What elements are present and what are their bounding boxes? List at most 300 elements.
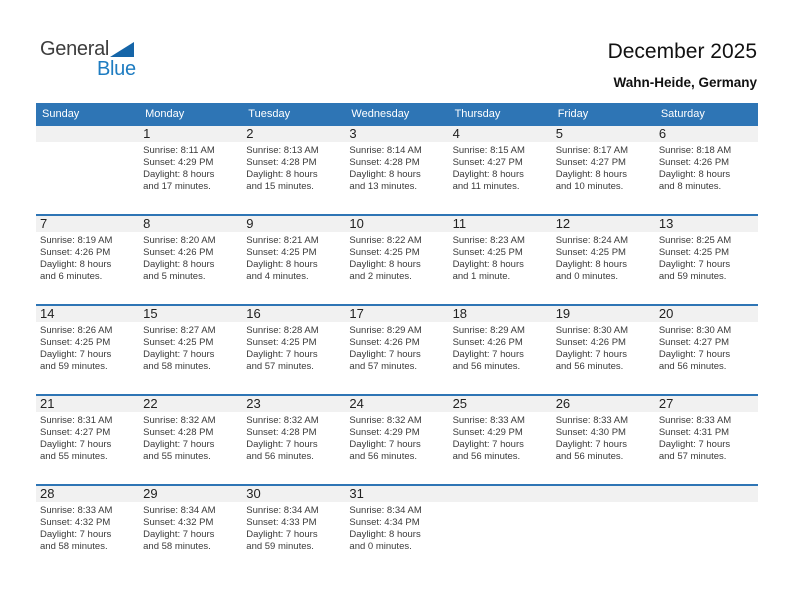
day-cell-line: [40, 337, 133, 349]
day-cell-line: [556, 427, 649, 439]
day-cell-text: Sunset:: [555, 157, 588, 168]
day-cell-text: Sunrise:: [143, 325, 178, 336]
day-cell: [552, 322, 655, 394]
day-cell-text: Sunset:: [143, 157, 176, 168]
day-number: 13: [658, 216, 674, 231]
general-blue-logo: [40, 40, 136, 79]
day-cell-text: Daylight:: [143, 529, 181, 540]
day-number: 16: [246, 306, 261, 321]
day-cell-text: 4:25 PM: [281, 247, 317, 258]
day-cell-text: 8:20 AM: [180, 235, 216, 246]
logo-text-general: General: [40, 38, 110, 60]
day-cell-text: Sunset:: [452, 337, 485, 348]
day-cell-text: and 1 minute.: [452, 271, 511, 282]
day-cell-line: [143, 349, 236, 361]
day-cell-text: Sunrise:: [452, 415, 488, 426]
day-cell: [36, 502, 139, 574]
week-content: [36, 322, 758, 394]
day-cell-text: 8 hours: [492, 169, 524, 180]
day-cell-line: [556, 337, 649, 349]
day-number-empty: [552, 486, 655, 502]
day-number-empty: [449, 486, 552, 502]
day-cell-text: 4:28 PM: [281, 157, 317, 168]
day-cell-line: [143, 259, 236, 271]
day-cell-text: 8:30 AM: [696, 325, 732, 336]
day-cell: [345, 502, 448, 574]
day-cell-line: [40, 439, 133, 451]
day-cell-text: Sunset:: [555, 247, 588, 258]
day-cell-line: [143, 427, 236, 439]
week-content: [36, 232, 758, 304]
day-cell-text: Sunset:: [40, 247, 73, 258]
day-cell-text: Sunrise:: [555, 325, 591, 336]
day-cell-text: Daylight:: [452, 439, 490, 450]
day-number: 2: [246, 126, 254, 141]
day-cell-text: and 17 minutes.: [143, 181, 211, 192]
day-cell-line: [349, 439, 442, 451]
day-cell-line: [349, 247, 442, 259]
day-cell-text: and 6 minutes.: [40, 271, 103, 282]
day-cell-text: Sunset:: [246, 247, 279, 258]
day-cell-text: 4:26 PM: [487, 337, 523, 348]
day-number-empty: [36, 126, 139, 142]
day-number: 18: [452, 306, 468, 321]
day-cell: [139, 502, 242, 574]
day-cell-text: and 57 minutes.: [246, 361, 314, 372]
day-cell-line: [349, 427, 442, 439]
day-cell-text: Sunrise:: [143, 415, 178, 426]
day-cell-line: [143, 439, 236, 451]
day-cell-text: and 11 minutes.: [452, 181, 520, 192]
day-cell-text: 4:25 PM: [384, 247, 420, 258]
day-cell-line: [143, 361, 236, 373]
day-cell-line: [556, 439, 649, 451]
day-cell-line: [659, 145, 752, 157]
day-cell-text: Sunset:: [555, 337, 588, 348]
day-cell-text: 4:27 PM: [693, 337, 730, 348]
day-cell-line: [349, 415, 442, 427]
day-number: 26: [555, 396, 571, 411]
day-cell: [36, 232, 139, 304]
day-cell-line: [453, 451, 546, 463]
day-cell-text: 7 hours: [698, 349, 731, 360]
day-cell-text: 7 hours: [492, 439, 524, 450]
day-number: 15: [143, 306, 158, 321]
day-cell: [449, 412, 552, 484]
day-cell-empty: [36, 142, 139, 214]
day-cell-line: [40, 451, 133, 463]
day-cell-line: [659, 247, 752, 259]
day-cell-text: 8 hours: [595, 259, 627, 270]
day-cell-text: Daylight:: [40, 439, 77, 450]
day-number: 21: [40, 396, 55, 411]
calendar-table: [36, 103, 758, 574]
day-cell-line: [659, 415, 752, 427]
day-cell-line: [143, 247, 236, 259]
day-cell-text: and 56 minutes.: [555, 361, 624, 372]
day-number: 8: [143, 216, 151, 231]
day-cell: [552, 412, 655, 484]
day-cell-text: Sunset:: [143, 337, 176, 348]
day-cell-text: 7 hours: [285, 439, 318, 450]
day-cell-text: and 55 minutes.: [40, 451, 108, 462]
weekday-header-wednesday: Wednesday: [351, 107, 410, 120]
day-cell-line: [246, 337, 339, 349]
day-number: 19: [555, 306, 571, 321]
day-cell-text: Daylight:: [349, 529, 387, 540]
day-cell-text: 8:34 AM: [180, 505, 216, 516]
day-cell-text: 7 hours: [285, 529, 318, 540]
day-cell-text: Sunrise:: [40, 325, 75, 336]
day-cell: [242, 232, 345, 304]
day-cell-text: 4:28 PM: [281, 427, 317, 438]
day-cell-text: and 59 minutes.: [40, 361, 108, 372]
day-cell-empty: [449, 502, 552, 574]
day-cell-text: Sunset:: [452, 247, 485, 258]
day-cell-text: 4:26 PM: [590, 337, 626, 348]
day-cell-text: Daylight:: [452, 259, 490, 270]
day-cell-text: and 56 minutes.: [658, 361, 727, 372]
day-number: 24: [349, 396, 364, 411]
day-cell-text: and 0 minutes.: [349, 541, 412, 552]
day-cell-line: [143, 271, 236, 283]
day-cell-line: [246, 427, 339, 439]
day-cell-line: [453, 145, 546, 157]
day-cell-line: [143, 157, 236, 169]
day-cell-text: and 55 minutes.: [143, 451, 211, 462]
day-cell-text: and 2 minutes.: [349, 271, 412, 282]
day-cell-line: [143, 325, 236, 337]
day-cell-line: [246, 325, 339, 337]
day-cell-text: 4:28 PM: [178, 427, 214, 438]
day-number: 12: [555, 216, 571, 231]
day-cell-text: 8:23 AM: [490, 235, 525, 246]
day-cell-text: 7 hours: [492, 349, 524, 360]
day-cell-line: [143, 169, 236, 181]
day-cell-text: Sunrise:: [452, 145, 488, 156]
day-cell-line: [453, 337, 546, 349]
day-cell-text: Daylight:: [246, 169, 284, 180]
day-number: 3: [349, 126, 357, 141]
week-row: [36, 484, 758, 574]
day-cell-line: [40, 271, 133, 283]
day-cell-text: Sunset:: [246, 427, 279, 438]
day-cell: [655, 412, 758, 484]
day-cell-line: [40, 427, 133, 439]
day-cell-text: Sunrise:: [143, 235, 178, 246]
day-cell: [139, 322, 242, 394]
calendar-body: [36, 124, 758, 574]
day-cell-line: [246, 271, 339, 283]
day-cell-line: [349, 325, 442, 337]
day-cell-text: Sunset:: [349, 247, 382, 258]
day-cell-text: Sunrise:: [555, 415, 591, 426]
day-cell-text: Sunrise:: [349, 415, 385, 426]
day-cell-line: [349, 337, 442, 349]
day-cell-text: 8:14 AM: [386, 145, 422, 156]
day-cell-line: [349, 145, 442, 157]
day-cell-line: [143, 235, 236, 247]
day-cell-text: and 58 minutes.: [143, 541, 211, 552]
day-cell-line: [556, 235, 649, 247]
day-cell-text: 8:17 AM: [593, 145, 629, 156]
day-cell-text: and 57 minutes.: [349, 361, 418, 372]
day-cell-text: Sunrise:: [658, 325, 694, 336]
day-cell: [139, 412, 242, 484]
day-cell-text: and 58 minutes.: [40, 541, 108, 552]
page-subtitle: Wahn-Heide, Germany: [613, 75, 757, 90]
day-cell-line: [453, 235, 546, 247]
day-cell-text: 4:26 PM: [74, 247, 111, 258]
week-content: [36, 412, 758, 484]
day-cell-text: 4:30 PM: [590, 427, 626, 438]
day-cell-text: 8:18 AM: [696, 145, 732, 156]
day-cell-text: 4:32 PM: [178, 517, 214, 528]
day-cell-line: [659, 169, 752, 181]
day-cell-text: Sunset:: [555, 427, 588, 438]
day-cell-line: [556, 247, 649, 259]
day-cell-text: and 59 minutes.: [658, 271, 727, 282]
day-cell-text: 4:25 PM: [590, 247, 626, 258]
day-cell-text: 4:31 PM: [693, 427, 730, 438]
day-cell-text: 4:28 PM: [384, 157, 420, 168]
day-cell-text: 8:28 AM: [283, 325, 319, 336]
day-cell-text: Daylight:: [143, 439, 181, 450]
day-number: 25: [452, 396, 468, 411]
weekday-header-saturday: Saturday: [660, 107, 705, 120]
day-cell-line: [349, 361, 442, 373]
weekday-header-sunday: Sunday: [42, 107, 80, 120]
day-cell-text: Daylight:: [658, 259, 696, 270]
day-number: 7: [40, 216, 48, 231]
day-cell-text: Daylight:: [349, 439, 387, 450]
weekday-header-row: [36, 103, 758, 124]
day-cell-line: [40, 529, 133, 541]
day-number: 22: [143, 396, 158, 411]
day-cell-line: [246, 505, 339, 517]
day-cell-line: [143, 337, 236, 349]
day-cell-line: [40, 541, 133, 553]
day-cell-text: Daylight:: [349, 259, 387, 270]
day-cell-line: [659, 439, 752, 451]
day-cell-line: [659, 427, 752, 439]
day-cell-line: [246, 439, 339, 451]
day-cell-line: [40, 415, 133, 427]
day-cell-text: Sunset:: [349, 157, 382, 168]
day-cell-text: Daylight:: [658, 169, 696, 180]
day-cell-text: 4:25 PM: [281, 337, 317, 348]
day-cell-line: [349, 235, 442, 247]
day-cell-text: 8:21 AM: [283, 235, 319, 246]
day-cell-text: 8 hours: [389, 529, 421, 540]
day-cell-text: and 58 minutes.: [143, 361, 211, 372]
day-cell-line: [40, 247, 133, 259]
day-cell: [655, 322, 758, 394]
day-cell-text: 7 hours: [285, 349, 318, 360]
day-cell-text: 7 hours: [595, 349, 627, 360]
day-cell-text: Sunrise:: [40, 505, 75, 516]
day-cell: [552, 142, 655, 214]
day-cell-text: 8 hours: [389, 169, 421, 180]
day-cell-text: and 56 minutes.: [555, 451, 624, 462]
day-cell-line: [40, 361, 133, 373]
day-cell-line: [659, 271, 752, 283]
day-cell-text: 7 hours: [389, 439, 421, 450]
day-cell-text: 8 hours: [698, 169, 731, 180]
day-cell: [655, 232, 758, 304]
day-cell-text: and 15 minutes.: [246, 181, 314, 192]
day-number: 27: [658, 396, 674, 411]
day-cell-text: and 56 minutes.: [452, 361, 521, 372]
day-cell-empty: [655, 502, 758, 574]
day-cell-text: 8:32 AM: [180, 415, 216, 426]
day-cell-text: 8:31 AM: [77, 415, 113, 426]
day-number: 5: [555, 126, 563, 141]
day-number: 10: [349, 216, 364, 231]
week-content: [36, 502, 758, 574]
day-cell-text: 4:29 PM: [384, 427, 420, 438]
day-cell-line: [453, 169, 546, 181]
day-cell-line: [556, 361, 649, 373]
day-cell: [345, 232, 448, 304]
day-cell-line: [349, 349, 442, 361]
day-cell-text: and 13 minutes.: [349, 181, 418, 192]
day-cell-text: Sunset:: [658, 427, 692, 438]
day-cell-text: Sunrise:: [246, 325, 282, 336]
day-cell-text: Sunset:: [40, 427, 73, 438]
day-cell-line: [556, 415, 649, 427]
day-cell-text: Sunrise:: [246, 235, 282, 246]
day-cell-text: 8:25 AM: [696, 235, 732, 246]
day-cell-line: [349, 169, 442, 181]
day-cell-text: 4:25 PM: [74, 337, 111, 348]
title-block: [608, 40, 757, 90]
day-cell-line: [40, 259, 133, 271]
day-cell-line: [453, 325, 546, 337]
day-cell-text: 8 hours: [285, 259, 318, 270]
day-cell-line: [349, 517, 442, 529]
day-cell-text: Sunrise:: [143, 505, 178, 516]
day-cell-text: 4:25 PM: [693, 247, 730, 258]
day-cell-text: 8:33 AM: [77, 505, 113, 516]
day-number-strip: [36, 306, 758, 322]
day-cell-line: [143, 181, 236, 193]
day-cell-text: 8:32 AM: [386, 415, 422, 426]
day-cell-line: [556, 145, 649, 157]
day-cell-text: 4:25 PM: [487, 247, 523, 258]
day-cell-text: Daylight:: [452, 169, 490, 180]
day-cell-text: Daylight:: [143, 169, 181, 180]
day-cell-text: 8 hours: [285, 169, 318, 180]
day-cell: [242, 142, 345, 214]
day-number: 6: [658, 126, 667, 141]
day-cell-line: [349, 271, 442, 283]
day-cell-text: 4:27 PM: [74, 427, 111, 438]
day-number-strip: [36, 126, 758, 142]
day-cell: [449, 232, 552, 304]
day-cell-text: 4:27 PM: [487, 157, 523, 168]
day-number: 31: [349, 486, 364, 501]
day-cell-text: Sunrise:: [555, 235, 591, 246]
day-cell-line: [659, 451, 752, 463]
day-cell-text: 8:33 AM: [490, 415, 525, 426]
day-cell-text: 7 hours: [182, 529, 215, 540]
day-cell-text: 4:26 PM: [384, 337, 420, 348]
day-cell-text: 4:25 PM: [178, 337, 214, 348]
day-cell-line: [246, 517, 339, 529]
day-cell-text: Daylight:: [143, 259, 181, 270]
day-cell-line: [453, 271, 546, 283]
day-cell: [449, 142, 552, 214]
day-cell-line: [40, 235, 133, 247]
day-cell-line: [349, 181, 442, 193]
day-number-strip: [36, 216, 758, 232]
day-cell-text: Sunset:: [349, 427, 382, 438]
day-cell-line: [349, 157, 442, 169]
day-cell: [345, 142, 448, 214]
day-cell: [345, 412, 448, 484]
day-cell-line: [556, 259, 649, 271]
day-cell: [345, 322, 448, 394]
day-cell-text: and 56 minutes.: [349, 451, 418, 462]
day-cell-text: Daylight:: [555, 169, 593, 180]
day-cell-text: Sunset:: [349, 337, 382, 348]
day-cell: [242, 412, 345, 484]
day-cell-text: Sunrise:: [349, 505, 385, 516]
weekday-header-thursday: Thursday: [454, 107, 501, 120]
day-cell-text: Sunrise:: [658, 415, 694, 426]
day-cell-text: 8:34 AM: [386, 505, 422, 516]
day-cell-text: 4:26 PM: [693, 157, 730, 168]
day-cell-text: Daylight:: [349, 169, 387, 180]
day-cell-text: Sunset:: [658, 337, 692, 348]
day-cell-text: 4:29 PM: [487, 427, 523, 438]
day-cell-text: 4:26 PM: [178, 247, 214, 258]
day-cell-line: [246, 169, 339, 181]
day-cell-text: Sunset:: [143, 517, 176, 528]
day-cell-text: 4:32 PM: [74, 517, 111, 528]
day-cell-text: Sunrise:: [40, 235, 75, 246]
day-cell-empty: [552, 502, 655, 574]
day-cell-text: Daylight:: [246, 349, 284, 360]
day-cell-text: 8:22 AM: [386, 235, 422, 246]
day-cell-text: and 57 minutes.: [658, 451, 727, 462]
day-cell-text: Daylight:: [246, 439, 284, 450]
day-cell-line: [453, 247, 546, 259]
day-cell-text: 8:29 AM: [490, 325, 525, 336]
day-cell-line: [143, 529, 236, 541]
day-cell-line: [143, 451, 236, 463]
day-number: 29: [143, 486, 158, 501]
day-cell-text: and 4 minutes.: [246, 271, 309, 282]
day-cell-line: [556, 169, 649, 181]
day-cell-text: Sunrise:: [452, 235, 488, 246]
day-cell-line: [349, 529, 442, 541]
day-cell-text: Sunset:: [658, 157, 692, 168]
day-cell-line: [246, 349, 339, 361]
day-cell-text: 8 hours: [389, 259, 421, 270]
day-cell-text: Sunrise:: [349, 325, 385, 336]
day-cell-text: 8:24 AM: [593, 235, 629, 246]
day-cell-text: 8:34 AM: [283, 505, 319, 516]
day-number-strip: [36, 396, 758, 412]
day-cell-line: [453, 439, 546, 451]
day-cell-text: 8:30 AM: [593, 325, 629, 336]
day-cell-text: Sunrise:: [658, 235, 694, 246]
day-number: 9: [246, 216, 254, 231]
day-cell-text: Sunset:: [40, 337, 73, 348]
week-row: [36, 394, 758, 484]
